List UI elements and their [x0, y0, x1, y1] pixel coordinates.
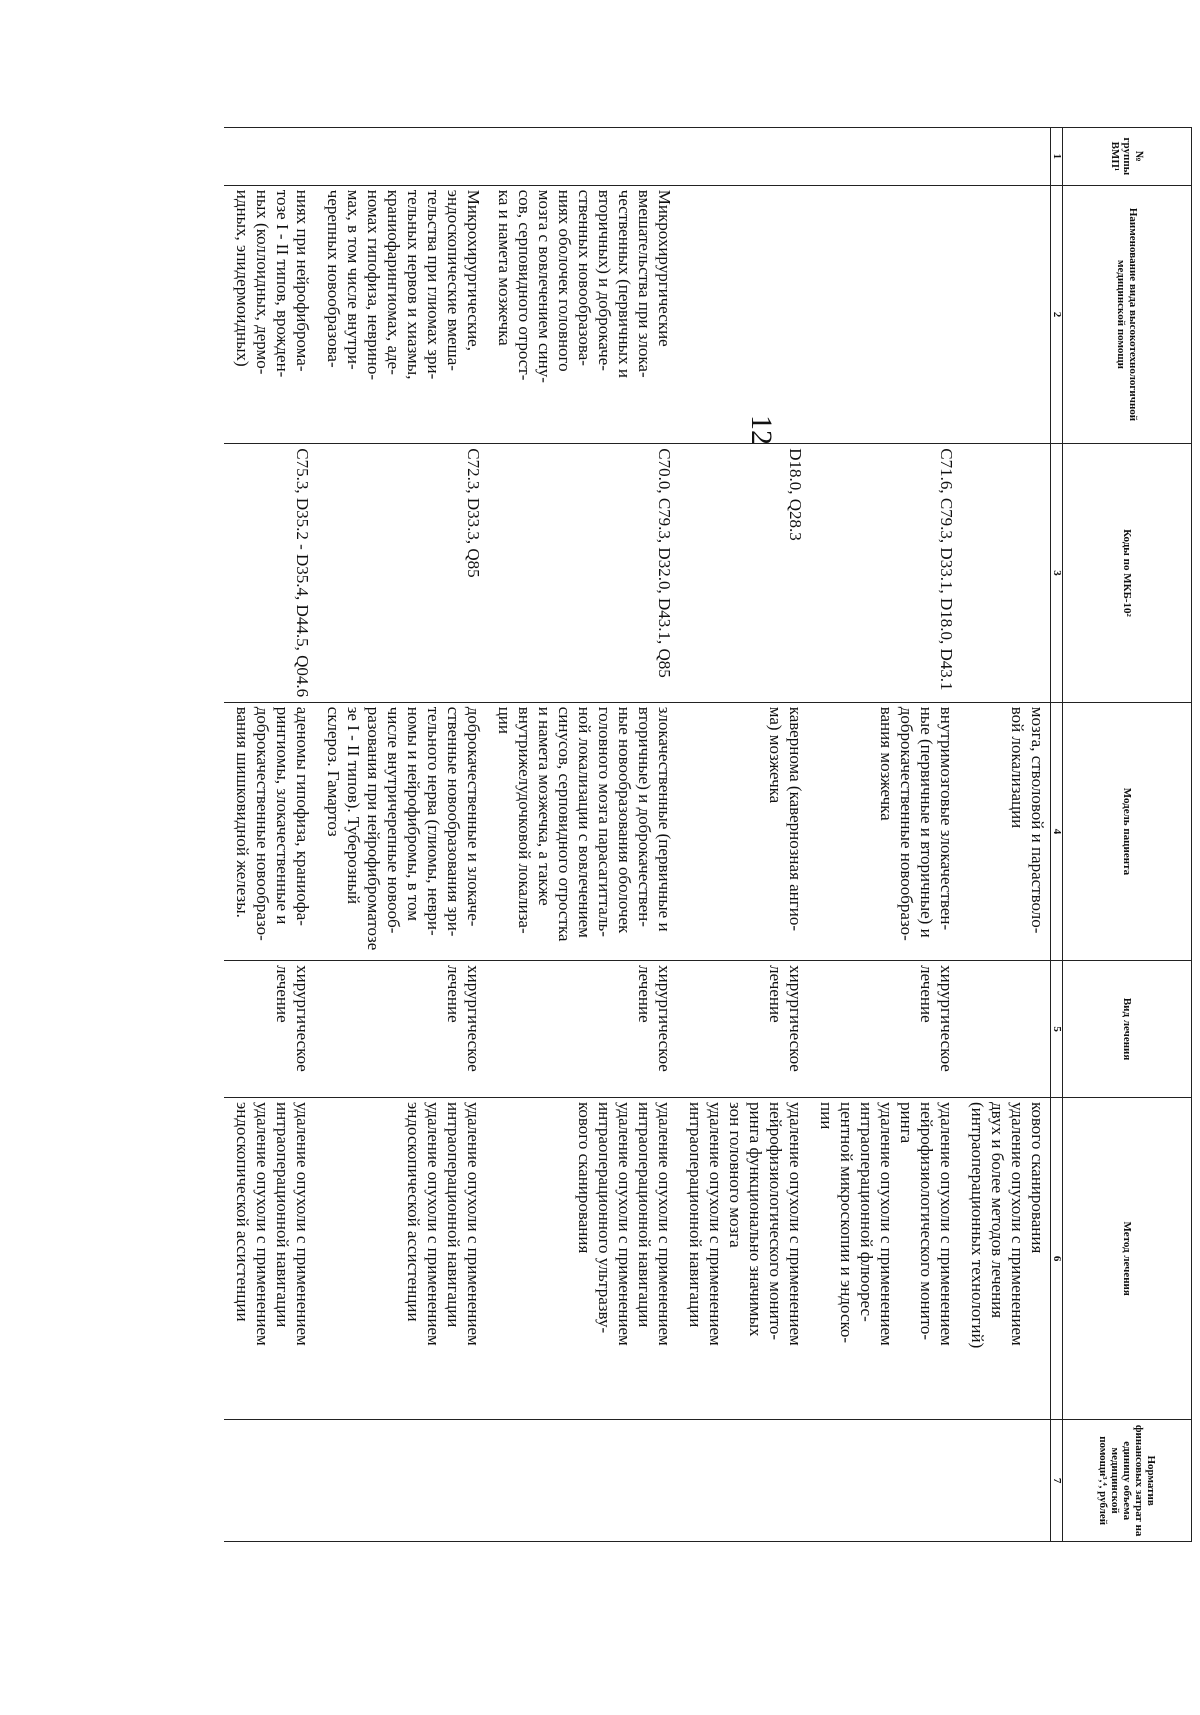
cell-text-line: синусов, серповидного отростка: [555, 706, 574, 942]
cell-text-line: C72.3, D33.3, Q85: [464, 448, 483, 578]
cell-text-line: эндоскопические вмеша-: [444, 189, 463, 371]
icd-codes-cell: [315, 444, 486, 702]
group-number-cell: [486, 128, 677, 186]
cell-text-line: головного мозга парасагитталь-: [595, 706, 614, 937]
treatment-type-cell: [486, 961, 677, 1098]
icd-codes-cell: [677, 444, 808, 702]
patient-model-cell: [959, 702, 1051, 960]
cell-text-line: интраоперационной навигации: [686, 1102, 705, 1328]
treatment-method-cell: [808, 1098, 959, 1420]
cell-text-line: вания мозжечка: [877, 706, 896, 821]
treatment-type-cell: [224, 961, 315, 1098]
table-row: [959, 128, 1051, 1542]
treatment-method-cell: [677, 1098, 808, 1420]
cell-text-line: удаление опухоли с применением: [786, 1102, 805, 1346]
cell-text-line: удаление опухоли с применением: [937, 1102, 956, 1346]
cell-text-line: ной локализации с вовлечением: [575, 706, 594, 938]
cell-text-line: удаление опухоли с применением: [877, 1102, 896, 1346]
cell-text-line: вания шишковидной железы.: [233, 706, 252, 918]
cell-text-line: зон головного мозга: [726, 1102, 745, 1248]
cell-text-line: нейрофизиологического монито-: [766, 1102, 785, 1341]
cell-text-line: кового сканирования: [1028, 1102, 1047, 1254]
cell-text-line: удаление опухоли с применением: [464, 1102, 483, 1346]
cell-text-line: ма) мозжечка: [766, 706, 785, 804]
cell-text-line: тельных нервов и хиазмы,: [404, 189, 423, 380]
cell-text-line: D18.0, Q28.3: [786, 448, 805, 541]
column-number: 4: [1051, 702, 1063, 960]
cell-text-line: аденомы гипофиза, краниофа-: [293, 706, 312, 926]
table-row: [224, 128, 315, 1542]
cell-text-line: зе I - II типов). Туберозный: [344, 706, 363, 905]
treatment-method-cell: [224, 1098, 315, 1420]
cell-text-line: удаление опухоли с применением: [1008, 1102, 1027, 1346]
group-number-cell: [224, 128, 315, 186]
cell-text-line: доброкачественные и злокаче-: [464, 706, 483, 927]
cell-text-line: внутримозговые злокачествен-: [937, 706, 956, 931]
cell-text-line: ные (первичные и вторичные) и: [917, 706, 936, 938]
header-cost-standard: Норматив финансовых затрат на единицу объема медицинской помощи³,⁴, рублей: [1063, 1420, 1192, 1542]
care-type-name-cell: [224, 185, 315, 443]
cell-text-line: вторичных) и доброкаче-: [595, 189, 614, 371]
cell-text-line: лечение: [917, 965, 936, 1023]
cell-text-line: удаление опухоли с применением: [615, 1102, 634, 1346]
cell-text-line: ции: [495, 706, 514, 734]
cell-text-line: ринга: [897, 1102, 916, 1144]
patient-model-cell: [486, 702, 677, 960]
cell-text-line: пии: [817, 1102, 836, 1130]
cell-text-line: удаление опухоли с применением: [706, 1102, 725, 1346]
cell-text-line: интраоперационного ультразву-: [595, 1102, 614, 1334]
cell-text-line: вмешательства при злока-: [635, 189, 654, 378]
cell-text-line: рингиомы, злокачественные и: [273, 706, 292, 925]
cell-text-line: хирургическое: [464, 965, 483, 1072]
cost-standard-cell: [486, 1420, 677, 1542]
cell-text-line: хирургическое: [786, 965, 805, 1072]
treatment-method-cell: [486, 1098, 677, 1420]
cell-text-line: ка и намета мозжечка: [495, 189, 514, 346]
cell-text-line: тельства при глиомах зри-: [424, 189, 443, 380]
group-number-cell: [315, 128, 486, 186]
column-number-row: [1051, 128, 1063, 1542]
table-row: [808, 128, 959, 1542]
care-type-name-cell: [486, 185, 677, 443]
icd-codes-cell: [808, 444, 959, 702]
cell-text-line: мах, в том числе внутри-: [344, 189, 363, 370]
column-number: 6: [1051, 1098, 1063, 1420]
icd-codes-cell: [486, 444, 677, 702]
cell-text-line: доброкачественные новообразо-: [253, 706, 272, 941]
cell-text-line: краниофарингиомах, аде-: [384, 189, 403, 375]
cell-text-line: лечение: [273, 965, 292, 1023]
cell-text-line: лечение: [635, 965, 654, 1023]
cell-text-line: кавернома (кавернозная ангио-: [786, 706, 805, 932]
column-number: 5: [1051, 961, 1063, 1098]
cell-text-line: номы и нейрофибромы, в том: [404, 706, 423, 922]
column-number: 3: [1051, 444, 1063, 702]
group-number-cell: [808, 128, 959, 186]
table-body: [224, 128, 1051, 1542]
cell-text-line: чественных (первичных и: [615, 189, 634, 378]
cell-text-line: тельного нерва (глиомы, неври-: [424, 706, 443, 936]
cell-text-line: удаление опухоли с применением: [293, 1102, 312, 1346]
header-treatment-type: Вид лечения: [1063, 961, 1192, 1098]
cell-text-line: интраоперационной флюорес-: [857, 1102, 876, 1322]
treatment-method-cell: [315, 1098, 486, 1420]
treatment-method-cell: [959, 1098, 1051, 1420]
cell-text-line: лечение: [444, 965, 463, 1023]
cell-text-line: удаление опухоли с применением: [655, 1102, 674, 1346]
cell-text-line: вторичные) и доброкачествен-: [635, 706, 654, 927]
cell-text-line: ные новообразования оболочек: [615, 706, 634, 934]
cell-text-line: ниях при нейрофиброма-: [293, 189, 312, 372]
cost-standard-cell: [224, 1420, 315, 1542]
cell-text-line: номах гипофиза, неврино-: [364, 189, 383, 381]
cell-text-line: ниях оболочек головного: [555, 189, 574, 372]
patient-model-cell: [224, 702, 315, 960]
cost-standard-cell: [808, 1420, 959, 1542]
care-type-name-cell: [677, 185, 808, 443]
treatment-type-cell: [315, 961, 486, 1098]
icd-codes-cell: [959, 444, 1051, 702]
column-number: 7: [1051, 1420, 1063, 1542]
cost-standard-cell: [677, 1420, 808, 1542]
cell-text-line: интраоперационной навигации: [635, 1102, 654, 1328]
patient-model-cell: [677, 702, 808, 960]
cell-text-line: (интраоперационных технологий): [968, 1102, 987, 1349]
table-row: [486, 128, 677, 1542]
group-number-cell: [959, 128, 1051, 186]
cell-text-line: доброкачественные новообразо-: [897, 706, 916, 941]
cell-text-line: идных, эпидермоидных): [233, 189, 252, 367]
care-type-name-cell: [315, 185, 486, 443]
cell-text-line: злокачественные (первичные и: [655, 706, 674, 932]
cost-standard-cell: [315, 1420, 486, 1542]
header-icd-codes: Коды по МКБ-10²: [1063, 444, 1192, 702]
column-number: 1: [1051, 128, 1063, 186]
column-number: 2: [1051, 185, 1063, 443]
group-number-cell: [677, 128, 808, 186]
table-row: [315, 128, 486, 1542]
cell-text-line: хирургическое: [655, 965, 674, 1072]
cell-text-line: тозе I - II типов, врожден-: [273, 189, 292, 378]
cell-text-line: нейрофизиологического монито-: [917, 1102, 936, 1341]
patient-model-cell: [315, 702, 486, 960]
table-header-row: [1063, 128, 1192, 1542]
cell-text-line: эндоскопической ассистенции: [404, 1102, 423, 1322]
cell-text-line: склероз. Гамартоз: [324, 706, 343, 837]
header-treatment-method: Метод лечения: [1063, 1098, 1192, 1420]
cell-text-line: ственные новообразования зри-: [444, 706, 463, 937]
cell-text-line: и намета мозжечка, а также: [535, 706, 554, 906]
cell-text-line: ринга функционально значимых: [746, 1102, 765, 1337]
cell-text-line: ственных новообразова-: [575, 189, 594, 366]
cell-text-line: C71.6, C79.3, D33.1, D18.0, D43.1: [937, 448, 956, 691]
cell-text-line: лечение: [766, 965, 785, 1023]
cell-text-line: черепных новообразова-: [324, 189, 343, 368]
cell-text-line: внутрижелудочковой локализа-: [515, 706, 534, 934]
care-type-name-cell: [959, 185, 1051, 443]
header-patient-model: Модель пациента: [1063, 702, 1192, 960]
treatment-type-cell: [808, 961, 959, 1098]
cell-text-line: Микрохирургические,: [464, 189, 483, 351]
header-group-number: № группы ВМП¹: [1063, 128, 1192, 186]
cell-text-line: центной микроскопии и эндоско-: [837, 1102, 856, 1344]
cell-text-line: эндоскопической ассистенции: [233, 1102, 252, 1322]
cell-text-line: C70.0, C79.3, D32.0, D43.1, Q85: [655, 448, 674, 678]
cell-text-line: хирургическое: [937, 965, 956, 1072]
cell-text-line: интраоперационной навигации: [273, 1102, 292, 1328]
cell-text-line: кового сканирования: [575, 1102, 594, 1254]
page-number: 12: [745, 415, 778, 445]
cell-text-line: числе внутричерепные новооб-: [384, 706, 403, 934]
cell-text-line: удаление опухоли с применением: [424, 1102, 443, 1346]
icd-codes-cell: [224, 444, 315, 702]
treatment-type-cell: [677, 961, 808, 1098]
cell-text-line: интраоперационной навигации: [444, 1102, 463, 1328]
care-type-name-cell: [808, 185, 959, 443]
cell-text-line: удаление опухоли с применением: [253, 1102, 272, 1346]
cell-text-line: сов, серповидного отрост-: [515, 189, 534, 381]
patient-model-cell: [808, 702, 959, 960]
cell-text-line: Микрохирургические: [655, 189, 674, 347]
cell-text-line: ных (коллоидных, дермо-: [253, 189, 272, 375]
header-care-type-name: Наименование вида высокотехнологичной медицинской помощи: [1063, 185, 1192, 443]
table-row: [677, 128, 808, 1542]
cell-text-line: мозга, стволовой и парастволо-: [1028, 706, 1047, 934]
care-standards-table: [162, 127, 1192, 1542]
cell-text-line: вой локализации: [1008, 706, 1027, 829]
cell-text-line: C75.3, D35.2 - D35.4, D44.5, Q04.6: [293, 448, 312, 698]
treatment-type-cell: [959, 961, 1051, 1098]
cell-text-line: мозга с вовлечением сину-: [535, 189, 554, 383]
cell-text-line: хирургическое: [293, 965, 312, 1072]
cell-text-line: двух и более методов лечения: [988, 1102, 1007, 1319]
cost-standard-cell: [959, 1420, 1051, 1542]
cell-text-line: разования при нейрофиброматозе: [364, 706, 383, 951]
